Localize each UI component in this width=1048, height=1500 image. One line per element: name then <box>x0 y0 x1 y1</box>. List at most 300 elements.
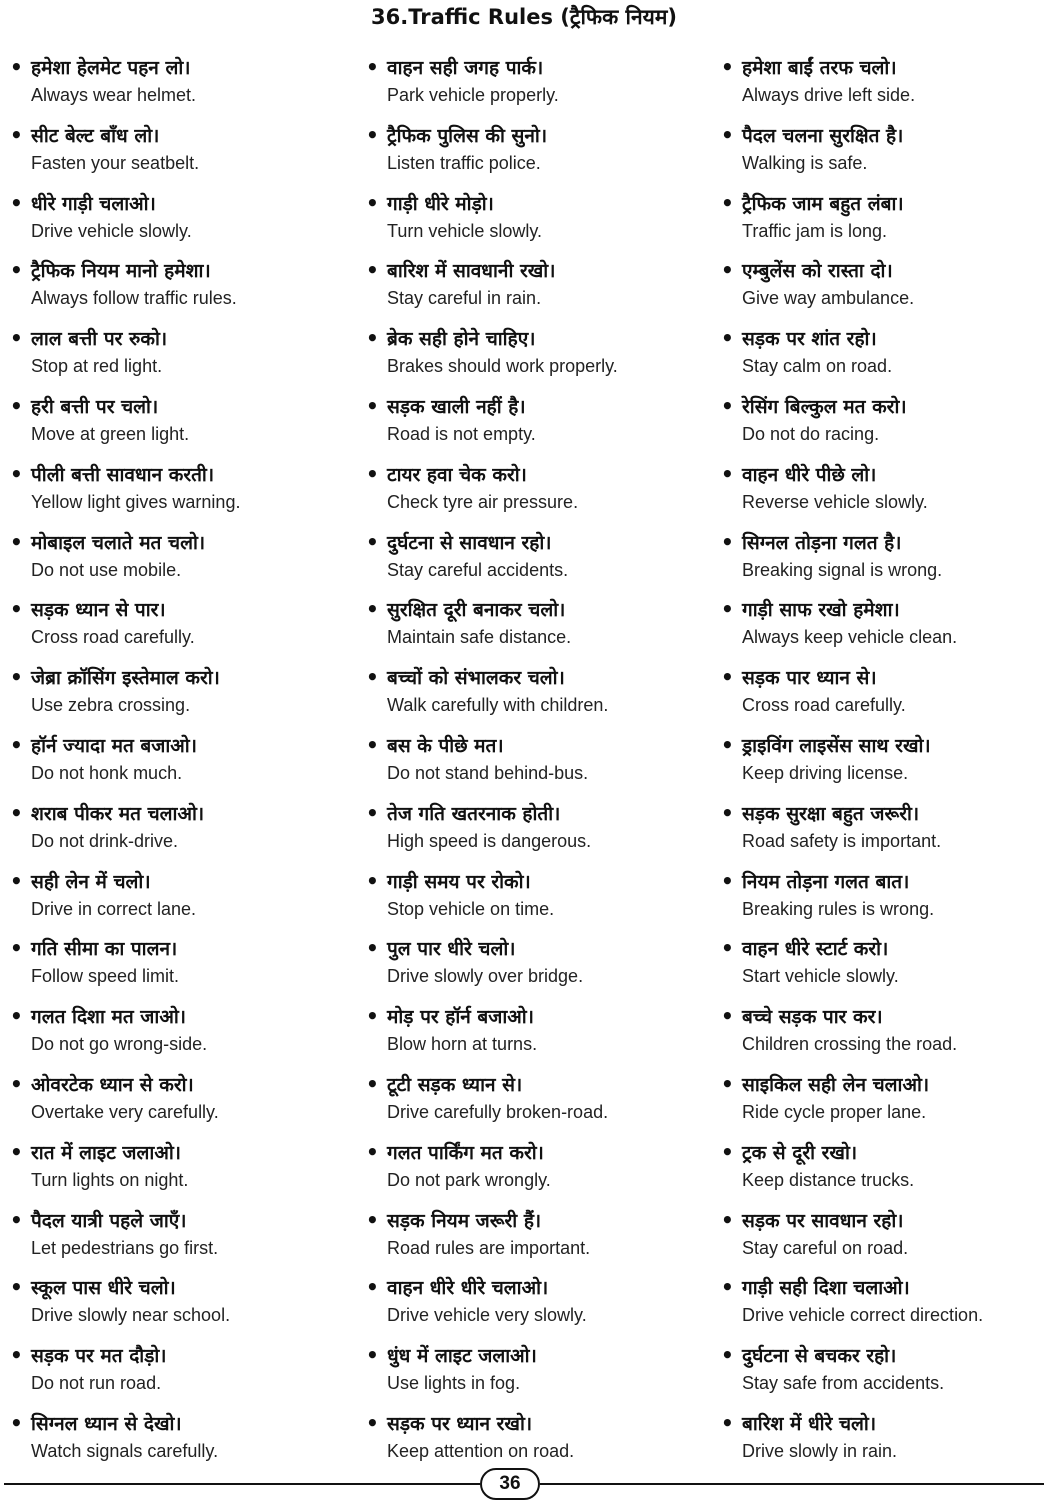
rule-english: Do not use mobile. <box>31 559 182 580</box>
rule-item <box>366 52 706 120</box>
rule-item <box>10 52 350 120</box>
rule-hindi <box>10 1069 194 1100</box>
rule-hindi-text: शराब पीकर मत चलाओ। <box>31 802 205 825</box>
rules-column-1 <box>10 52 350 1476</box>
rule-hindi-text: वाहन धीरे स्टार्ट करो। <box>742 938 889 961</box>
rule-item <box>10 188 350 256</box>
rule-english: Turn vehicle slowly. <box>387 220 543 241</box>
rule-english: Walk carefully with children. <box>387 695 609 716</box>
rule-hindi <box>721 459 876 490</box>
rule-hindi-text: ट्रैफिक नियम मानो हमेशा। <box>31 260 211 283</box>
rule-english: Do not stand behind-bus. <box>387 762 589 783</box>
bullet-icon: • <box>721 1275 734 1300</box>
rule-hindi-text: सड़क नियम जरूरी हैं। <box>387 1209 542 1232</box>
rule-item <box>366 527 706 595</box>
rule-english: Drive slowly in rain. <box>742 1440 898 1461</box>
rule-hindi-text: वाहन धीरे धीरे चलाओ। <box>387 1277 549 1300</box>
bullet-icon: • <box>721 1004 734 1029</box>
rule-hindi <box>366 594 565 625</box>
rule-hindi <box>721 188 904 219</box>
rule-english: Keep driving license. <box>742 762 909 783</box>
bullet-icon: • <box>721 597 734 622</box>
rule-hindi-text: सड़क पार ध्यान से। <box>742 667 877 690</box>
rule-hindi <box>10 255 211 286</box>
rule-hindi-text: साइकिल सही लेन चलाओ। <box>742 1073 930 1096</box>
rule-item <box>366 933 706 1001</box>
rule-item <box>366 1340 706 1408</box>
rule-hindi <box>366 255 555 286</box>
rule-hindi-text: हमेशा हेलमेट पहन लो। <box>31 57 191 79</box>
bullet-icon: • <box>366 1139 379 1164</box>
rule-english: Always drive left side. <box>742 85 916 105</box>
rule-hindi-text: लाल बत्ती पर रुको। <box>31 328 168 351</box>
bullet-icon: • <box>366 529 379 554</box>
rule-item <box>721 1001 1048 1069</box>
rule-hindi <box>721 1069 929 1100</box>
rule-english: Stay careful accidents. <box>387 559 569 580</box>
rule-english: Drive vehicle correct direction. <box>742 1305 984 1326</box>
rule-hindi <box>10 120 159 151</box>
rule-item <box>10 866 350 934</box>
rule-hindi <box>366 1205 541 1236</box>
rule-item <box>366 188 706 256</box>
bullet-icon: • <box>10 597 23 622</box>
rule-hindi <box>366 1137 544 1168</box>
rule-hindi-text: बारिश में सावधानी रखो। <box>387 260 556 283</box>
bullet-icon: • <box>10 393 23 418</box>
rule-hindi <box>721 1340 896 1371</box>
rule-hindi-text: सीट बेल्ट बाँध लो। <box>31 124 160 147</box>
bullet-icon: • <box>10 55 23 79</box>
bullet-icon: • <box>721 1207 734 1232</box>
rule-hindi <box>10 730 197 761</box>
bullet-icon: • <box>10 800 23 825</box>
rule-item <box>721 1069 1048 1137</box>
rule-item <box>721 391 1048 459</box>
rule-english: Stay careful on road. <box>742 1237 909 1258</box>
rules-grid <box>0 52 1048 1461</box>
rule-english: Fasten your seatbelt. <box>31 152 200 173</box>
rule-hindi-text: पैदल यात्री पहले जाएँ। <box>31 1209 187 1232</box>
rule-item <box>721 1340 1048 1408</box>
rule-item <box>10 1272 350 1340</box>
rule-hindi <box>721 662 877 693</box>
rule-item <box>366 459 706 527</box>
footer-divider-right <box>540 1483 1044 1485</box>
rule-english: Give way ambulance. <box>742 288 915 309</box>
rule-english: Always follow traffic rules. <box>31 288 237 309</box>
rule-hindi <box>721 594 900 625</box>
rule-item <box>10 1001 350 1069</box>
bullet-icon: • <box>10 190 23 215</box>
rule-english: Do not run road. <box>31 1373 162 1394</box>
rule-english: Keep distance trucks. <box>742 1169 915 1190</box>
rule-hindi-text: पुल पार धीरे चलो। <box>387 938 516 961</box>
rule-hindi <box>366 730 504 761</box>
bullet-icon: • <box>721 393 734 418</box>
bullet-icon: • <box>721 665 734 690</box>
rule-hindi-text: सड़क पर मत दौड़ो। <box>31 1345 167 1368</box>
rule-hindi <box>10 459 214 490</box>
rule-hindi-text: दुर्घटना से सावधान रहो। <box>387 531 552 554</box>
rules-column-3 <box>721 52 1048 1476</box>
rule-hindi-text: दुर्घटना से बचकर रहो। <box>742 1345 897 1368</box>
rule-hindi <box>10 391 158 422</box>
rule-hindi <box>366 188 494 219</box>
bullet-icon: • <box>366 868 379 893</box>
rule-item <box>10 1069 350 1137</box>
bullet-icon: • <box>10 461 23 486</box>
rule-hindi-text: सड़क पर शांत रहो। <box>742 328 877 351</box>
rule-hindi-text: सिग्नल ध्यान से देखो। <box>31 1412 182 1435</box>
rule-item <box>721 933 1048 1001</box>
rule-english: Do not do racing. <box>742 423 880 444</box>
rule-item <box>721 52 1048 120</box>
rule-hindi <box>10 866 151 897</box>
rule-hindi-text: बस के पीछे मत। <box>387 734 504 757</box>
rule-item <box>366 255 706 323</box>
rule-item <box>366 1001 706 1069</box>
rule-hindi <box>366 391 526 422</box>
bullet-icon: • <box>366 1207 379 1232</box>
rule-hindi <box>721 1408 876 1439</box>
rule-item <box>10 662 350 730</box>
bullet-icon: • <box>10 1139 23 1164</box>
rule-hindi <box>721 933 888 964</box>
rule-hindi-text: हरी बत्ती पर चलो। <box>31 395 159 418</box>
bullet-icon: • <box>10 665 23 690</box>
rule-hindi-text: सुरक्षित दूरी बनाकर चलो। <box>387 599 566 622</box>
rule-hindi <box>721 866 909 897</box>
rule-hindi <box>10 52 190 83</box>
rule-hindi-text: तेज गति खतरनाक होती। <box>387 802 561 825</box>
rule-hindi-text: ड्राइविंग लाइसेंस साथ रखो। <box>742 734 931 757</box>
rule-hindi-text: ट्रक से दूरी रखो। <box>742 1141 858 1164</box>
rule-hindi-text: मोड़ पर हॉर्न बजाओ। <box>387 1006 534 1029</box>
rule-item <box>721 188 1048 256</box>
bullet-icon: • <box>721 936 734 961</box>
rule-english: Do not drink-drive. <box>31 830 179 851</box>
bullet-icon: • <box>10 1207 23 1232</box>
bullet-icon: • <box>366 800 379 825</box>
bullet-icon: • <box>366 936 379 961</box>
rule-english: Turn lights on night. <box>31 1169 189 1190</box>
rule-english: Stay careful in rain. <box>387 288 542 309</box>
rule-hindi <box>721 391 907 422</box>
rule-item <box>721 866 1048 934</box>
rule-english: Drive slowly near school. <box>31 1305 231 1326</box>
rule-hindi-text: पैदल चलना सुरक्षित है। <box>742 124 904 147</box>
rule-hindi <box>10 798 204 829</box>
rule-hindi-text: एम्बुलेंस को रास्ता दो। <box>742 260 893 283</box>
rule-item <box>721 1272 1048 1340</box>
rule-hindi-text: सड़क पर सावधान रहो। <box>742 1209 904 1232</box>
rule-hindi <box>721 527 901 558</box>
bullet-icon: • <box>721 190 734 215</box>
rule-hindi <box>721 798 919 829</box>
bullet-icon: • <box>721 326 734 351</box>
rule-english: Always keep vehicle clean. <box>742 627 958 648</box>
rule-item <box>10 1408 350 1476</box>
bullet-icon: • <box>721 800 734 825</box>
rule-english: Breaking signal is wrong. <box>742 559 943 580</box>
rule-item <box>721 798 1048 866</box>
rule-english: Children crossing the road. <box>742 1034 958 1055</box>
rule-hindi <box>10 323 167 354</box>
rule-hindi-text: धीरे गाड़ी चलाओ। <box>31 192 156 215</box>
rule-hindi-text: सड़क पर ध्यान रखो। <box>387 1412 533 1435</box>
rule-hindi-text: रेसिंग बिल्कुल मत करो। <box>742 395 907 418</box>
rule-english: Drive slowly over bridge. <box>387 966 584 987</box>
rule-english: Brakes should work properly. <box>387 356 618 377</box>
rule-hindi <box>10 662 220 693</box>
rule-hindi-text: हमेशा बाईं तरफ चलो। <box>742 57 897 79</box>
rule-item <box>721 459 1048 527</box>
bullet-icon: • <box>366 597 379 622</box>
rule-hindi <box>721 1137 857 1168</box>
rule-item <box>721 594 1048 662</box>
rule-item <box>721 323 1048 391</box>
rule-hindi <box>366 1408 532 1439</box>
rule-hindi <box>366 1001 534 1032</box>
rule-hindi-text: ट्रैफिक पुलिस की सुनो। <box>387 124 548 147</box>
rule-english: Move at green light. <box>31 423 190 444</box>
rule-english: Do not park wrongly. <box>387 1169 551 1190</box>
rule-hindi-text: ट्रैफिक जाम बहुत लंबा। <box>742 192 904 215</box>
rule-hindi <box>10 1205 186 1236</box>
bullet-icon: • <box>366 1071 379 1096</box>
rule-english: High speed is dangerous. <box>387 830 592 851</box>
rule-english: Listen traffic police. <box>387 152 541 173</box>
bullet-icon: • <box>10 1410 23 1435</box>
rule-hindi <box>10 594 166 625</box>
rule-item <box>721 1408 1048 1476</box>
page-title: 36.Traffic Rules (ट्रैफिक नियम) <box>371 5 677 29</box>
rule-english: Road rules are important. <box>387 1237 591 1258</box>
rule-english: Watch signals carefully. <box>31 1440 219 1461</box>
rule-hindi-text: सिग्नल तोड़ना गलत है। <box>742 531 902 554</box>
bullet-icon: • <box>721 1139 734 1164</box>
rule-hindi-text: सड़क सुरक्षा बहुत जरूरी। <box>742 802 920 825</box>
rule-english: Walking is safe. <box>742 152 868 173</box>
rule-english: Cross road carefully. <box>742 695 906 716</box>
rule-hindi-text: रात में लाइट जलाओ। <box>31 1141 181 1164</box>
rule-hindi <box>10 1137 181 1168</box>
rule-hindi-text: स्कूल पास धीरे चलो। <box>31 1277 176 1300</box>
footer-divider-left <box>4 1483 480 1485</box>
rule-hindi-text: गाड़ी साफ रखो हमेशा। <box>742 599 900 622</box>
rule-hindi <box>10 527 205 558</box>
bullet-icon: • <box>10 1004 23 1029</box>
rule-english: Yellow light gives warning. <box>31 491 241 512</box>
rule-item <box>366 866 706 934</box>
rule-english: Start vehicle slowly. <box>742 966 899 987</box>
rules-column-2 <box>366 52 706 1476</box>
rule-item <box>10 730 350 798</box>
rule-english: Blow horn at turns. <box>387 1034 538 1055</box>
rule-english: Use lights in fog. <box>387 1373 521 1394</box>
rule-hindi-text: मोबाइल चलाते मत चलो। <box>31 531 206 554</box>
bullet-icon: • <box>10 1071 23 1096</box>
rule-english: Drive in correct lane. <box>31 898 197 919</box>
rule-hindi <box>366 662 565 693</box>
rule-english: Drive vehicle slowly. <box>31 220 192 241</box>
page-number: 36 <box>480 1468 540 1500</box>
bullet-icon: • <box>366 461 379 486</box>
rule-hindi <box>366 323 535 354</box>
bullet-icon: • <box>721 1343 734 1368</box>
rule-english: Stay calm on road. <box>742 356 893 377</box>
rule-hindi-text: पीली बत्ती सावधान करती। <box>31 463 215 486</box>
rule-item <box>10 120 350 188</box>
bullet-icon: • <box>10 326 23 351</box>
rule-hindi-text: हॉर्न ज्यादा मत बजाओ। <box>31 734 197 757</box>
rule-hindi <box>721 1001 883 1032</box>
bullet-icon: • <box>721 122 734 147</box>
rule-item <box>721 527 1048 595</box>
bullet-icon: • <box>721 1071 734 1096</box>
bullet-icon: • <box>721 529 734 554</box>
rule-item <box>366 120 706 188</box>
rule-english: Check tyre air pressure. <box>387 491 579 512</box>
rule-hindi-text: गलत पार्किंग मत करो। <box>387 1141 544 1164</box>
rule-hindi <box>366 459 527 490</box>
bullet-icon: • <box>10 732 23 757</box>
rule-hindi <box>721 120 903 151</box>
rule-hindi <box>366 527 552 558</box>
rule-hindi-text: सड़क ध्यान से पार। <box>31 599 166 622</box>
rule-english: Overtake very carefully. <box>31 1101 219 1122</box>
rule-hindi <box>366 1272 548 1303</box>
bullet-icon: • <box>721 55 734 79</box>
rule-hindi <box>10 1001 186 1032</box>
rule-item <box>366 798 706 866</box>
bullet-icon: • <box>10 1343 23 1368</box>
rule-hindi <box>366 866 531 897</box>
bullet-icon: • <box>366 1004 379 1029</box>
rule-english: Traffic jam is long. <box>742 220 888 241</box>
rule-hindi <box>10 1340 167 1371</box>
rule-hindi <box>721 52 897 83</box>
bullet-icon: • <box>721 461 734 486</box>
rule-item <box>721 255 1048 323</box>
bullet-icon: • <box>721 868 734 893</box>
rule-english: Ride cycle proper lane. <box>742 1101 927 1122</box>
bullet-icon: • <box>366 732 379 757</box>
rule-english: Stop at red light. <box>31 356 163 377</box>
rule-hindi <box>721 1205 903 1236</box>
rule-hindi <box>721 323 877 354</box>
rule-hindi <box>366 933 515 964</box>
bullet-icon: • <box>10 936 23 961</box>
bullet-icon: • <box>10 529 23 554</box>
rule-item <box>10 1340 350 1408</box>
rule-hindi-text: गाड़ी समय पर रोको। <box>387 870 531 893</box>
rule-item <box>10 1137 350 1205</box>
rule-english: Let pedestrians go first. <box>31 1237 219 1258</box>
rule-hindi-text: गति सीमा का पालन। <box>31 938 178 961</box>
rule-english: Use zebra crossing. <box>31 695 191 716</box>
rule-hindi <box>10 933 177 964</box>
rule-item <box>10 459 350 527</box>
rule-item <box>10 527 350 595</box>
rule-hindi-text: गाड़ी सही दिशा चलाओ। <box>742 1277 910 1300</box>
rule-hindi-text: सड़क खाली नहीं है। <box>387 395 526 418</box>
rule-item <box>721 120 1048 188</box>
rule-english: Park vehicle properly. <box>387 85 559 105</box>
rule-hindi <box>10 1272 176 1303</box>
rule-hindi-text: बारिश में धीरे चलो। <box>742 1412 877 1435</box>
rule-item <box>10 933 350 1001</box>
bullet-icon: • <box>366 1410 379 1435</box>
bullet-icon: • <box>366 326 379 351</box>
rule-hindi <box>721 255 893 286</box>
bullet-icon: • <box>721 1410 734 1435</box>
rule-item <box>366 323 706 391</box>
rule-hindi-text: गाड़ी धीरे मोड़ो। <box>387 192 494 215</box>
rule-item <box>366 1408 706 1476</box>
rule-item <box>366 1069 706 1137</box>
rule-english: Breaking rules is wrong. <box>742 898 935 919</box>
rule-english: Do not go wrong-side. <box>31 1034 208 1055</box>
rule-english: Stop vehicle on time. <box>387 898 555 919</box>
rule-item <box>366 1205 706 1273</box>
rule-english: Drive vehicle very slowly. <box>387 1305 587 1326</box>
rule-english: Follow speed limit. <box>31 966 180 987</box>
rule-hindi <box>366 1340 537 1371</box>
rule-hindi <box>366 1069 522 1100</box>
bullet-icon: • <box>366 1275 379 1300</box>
rule-english: Do not honk much. <box>31 762 183 783</box>
rule-hindi-text: धुंध में लाइट जलाओ। <box>387 1345 537 1368</box>
rule-item <box>10 391 350 459</box>
rule-hindi <box>366 120 547 151</box>
rule-english: Maintain safe distance. <box>387 627 572 648</box>
bullet-icon: • <box>366 665 379 690</box>
bullet-icon: • <box>10 1275 23 1300</box>
rule-hindi-text: ओवरटेक ध्यान से करो। <box>31 1073 194 1096</box>
rule-english: Road is not empty. <box>387 423 536 444</box>
rule-item <box>366 1137 706 1205</box>
bullet-icon: • <box>10 258 23 283</box>
rule-item <box>10 798 350 866</box>
rule-english: Road safety is important. <box>742 830 942 851</box>
rule-hindi-text: बच्चों को संभालकर चलो। <box>387 667 565 690</box>
rule-english: Keep attention on road. <box>387 1440 575 1461</box>
rule-hindi <box>721 1272 910 1303</box>
rule-hindi-text: वाहन सही जगह पार्क। <box>387 57 544 79</box>
rule-english: Reverse vehicle slowly. <box>742 491 928 512</box>
rule-hindi <box>721 730 931 761</box>
rule-hindi <box>366 52 543 83</box>
rule-item <box>721 1137 1048 1205</box>
bullet-icon: • <box>10 122 23 147</box>
rule-item <box>721 1205 1048 1273</box>
rule-item <box>10 255 350 323</box>
bullet-icon: • <box>721 258 734 283</box>
rule-hindi-text: टायर हवा चेक करो। <box>387 463 527 486</box>
rule-item <box>10 323 350 391</box>
rule-item <box>721 662 1048 730</box>
bullet-icon: • <box>366 1343 379 1368</box>
rule-english: Stay safe from accidents. <box>742 1373 945 1394</box>
rule-item <box>366 730 706 798</box>
rule-hindi-text: बच्चे सड़क पार कर। <box>742 1006 883 1029</box>
rule-english: Always wear helmet. <box>31 85 197 105</box>
rule-hindi-text: वाहन धीरे पीछे लो। <box>742 463 877 486</box>
bullet-icon: • <box>366 190 379 215</box>
rule-item <box>721 730 1048 798</box>
